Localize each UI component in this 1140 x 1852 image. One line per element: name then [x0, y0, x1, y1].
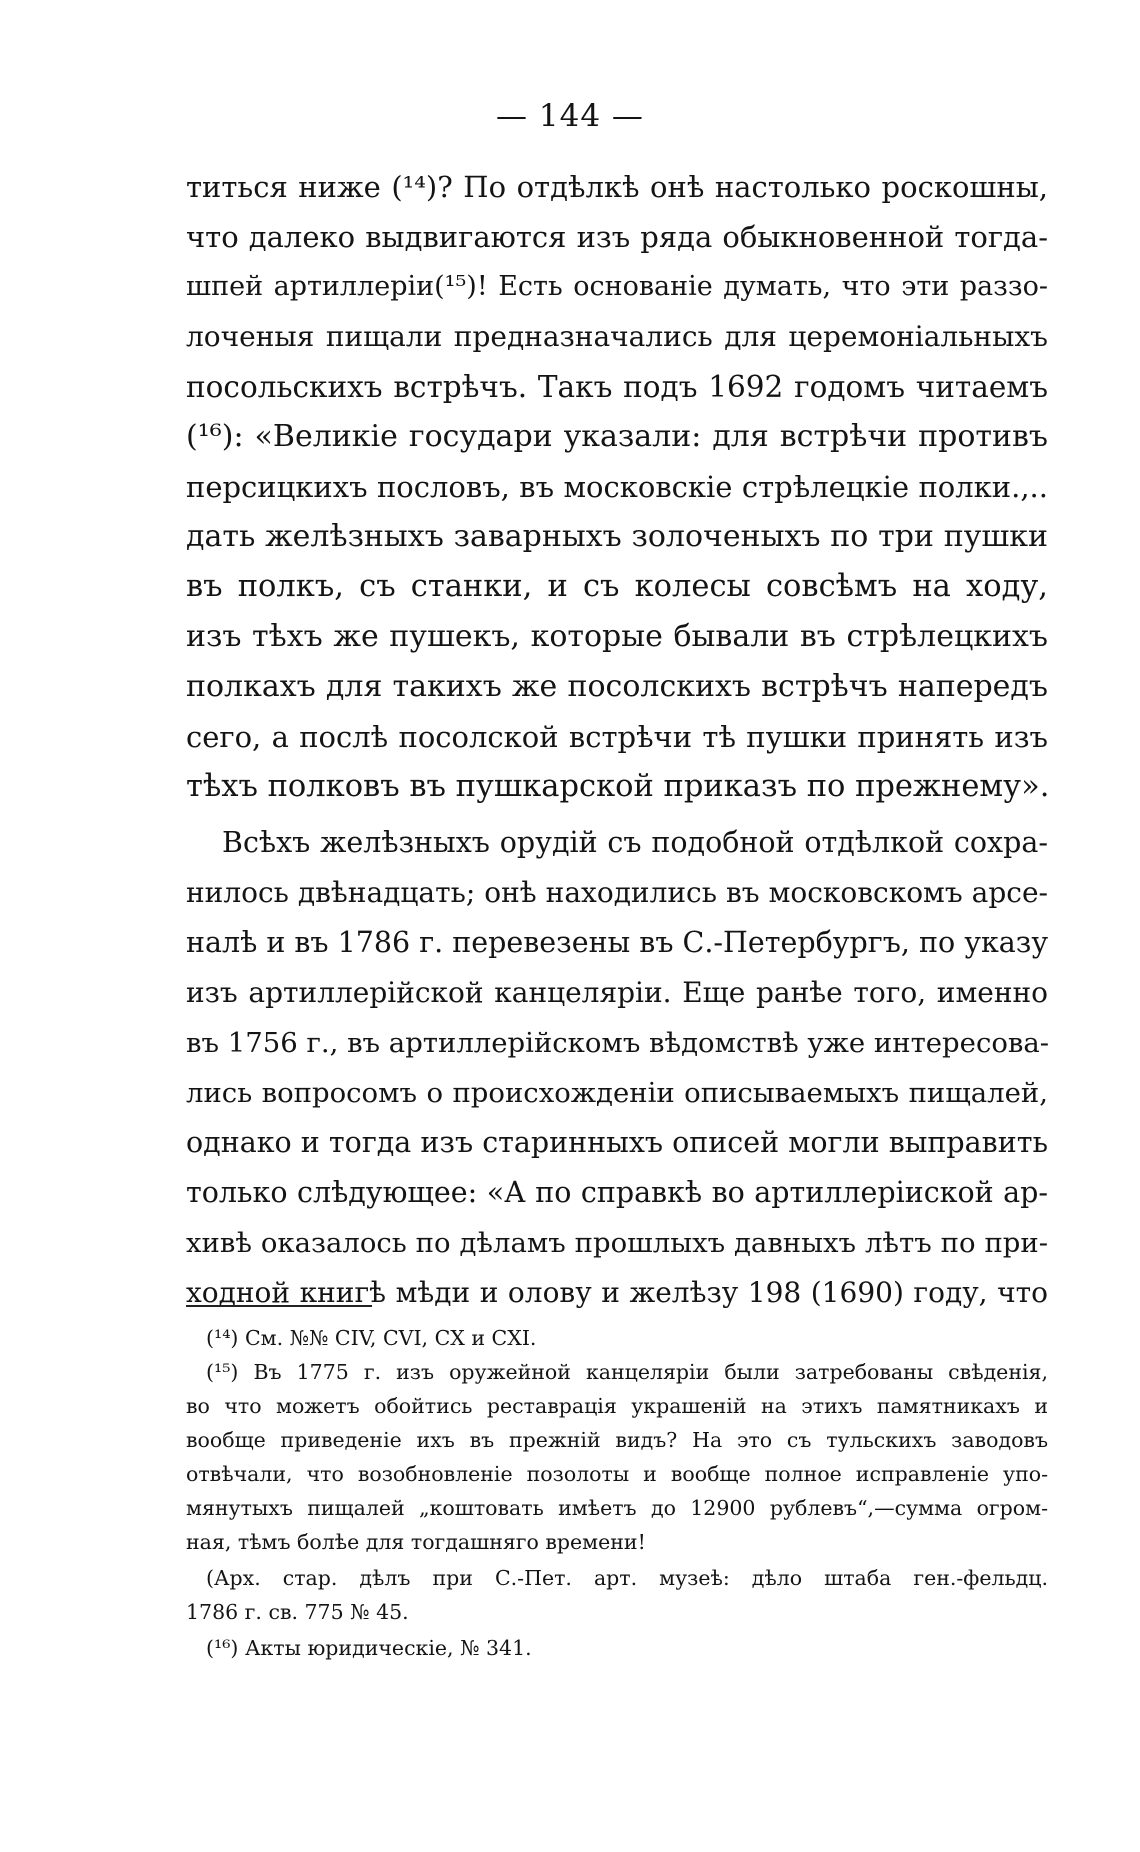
- text-line: изъ артиллерійской канцеляріи. Еще ранѣе того, именно: [186, 976, 1048, 1009]
- footnote-14: (¹⁴) См. №№ CIV, CVI, CX и CXI.: [206, 1326, 537, 1350]
- text-line: шпей артиллеріи(¹⁵)! Есть основаніе думать, что эти раззо-: [186, 271, 1048, 302]
- footnote-line: ная, тѣмъ болѣе для тогдашняго времени!: [186, 1530, 646, 1554]
- text-line: полкахъ для такихъ же посолскихъ встрѣчъ напередъ: [186, 669, 1048, 704]
- footnote-line: отвѣчали, что возобновленіе позолоты и вообще полное исправленіе упо-: [186, 1462, 1048, 1486]
- text-line: изъ тѣхъ же пушекъ, которые бывали въ стрѣлецкихъ: [186, 619, 1048, 654]
- text-line: персицкихъ пословъ, въ московскіе стрѣлецкіе полки.,..: [186, 470, 1048, 504]
- text-line: налѣ и въ 1786 г. перевезены въ С.-Петербургъ, по указу: [186, 926, 1049, 959]
- footnote-line: вообще приведеніе ихъ въ прежній видъ? На это съ тульскихъ заводовъ: [186, 1428, 1048, 1452]
- text-line: дать желѣзныхъ заварныхъ золоченыхъ по три пушки: [186, 519, 1048, 554]
- text-line: хивѣ оказалось по дѣламъ прошлыхъ давныхъ лѣтъ по при-: [186, 1227, 1048, 1259]
- text-line: однако и тогда изъ старинныхъ описей могли выправить: [186, 1126, 1048, 1159]
- text-line: только слѣдующее: «А по справкѣ во артиллеріиской ар-: [186, 1176, 1048, 1209]
- footnote-line: 1786 г. св. 775 № 45.: [186, 1600, 409, 1624]
- text-line: титься ниже (¹⁴)? По отдѣлкѣ онѣ настолько роскошны,: [186, 170, 1048, 204]
- footnote-line: мянутыхъ пищалей „коштовать имѣетъ до 12900 рублевъ“,—сумма огром-: [186, 1496, 1048, 1520]
- text-line: нилось двѣнадцать; онѣ находились въ московскомъ арсе-: [186, 876, 1048, 909]
- text-line: ходной книгѣ мѣди и олову и желѣзу 198 (1690) году, что: [186, 1276, 1048, 1309]
- footnote-16: (¹⁶) Акты юридическіе, № 341.: [206, 1636, 532, 1660]
- paragraph-first-line: Всѣхъ желѣзныхъ орудій съ подобной отдѣлкой сохра-: [222, 826, 1048, 859]
- text-line: лоченыя пищали предназначались для церемоніальныхъ: [186, 320, 1048, 353]
- footnote-archive-ref: (Арх. стар. дѣлъ при С.-Пет. арт. музеѣ: дѣло штаба ген.-фельдц.: [206, 1566, 1048, 1590]
- text-line: тѣхъ полковъ въ пушкарской приказъ по прежнему».: [186, 769, 1050, 804]
- text-line: (¹⁶): «Великіе государи указали: для встрѣчи противъ: [186, 419, 1048, 454]
- footnote-line: во что можетъ обойтись реставрація украшеній на этихъ памятникахъ и: [186, 1394, 1048, 1418]
- text-line: посольскихъ встрѣчъ. Такъ подъ 1692 годомъ читаемъ: [186, 370, 1048, 404]
- footnote-15: (¹⁵) Въ 1775 г. изъ оружейной канцеляріи были затребованы свѣденія,: [206, 1360, 1048, 1384]
- page-number: — 144 —: [496, 98, 644, 134]
- text-line: въ полкъ, съ станки, и съ колесы совсѣмъ на ходу,: [186, 569, 1048, 604]
- text-line: что далеко выдвигаются изъ ряда обыкновенной тогда-: [186, 220, 1048, 254]
- text-line: сего, а послѣ посолской встрѣчи тѣ пушки принять изъ: [186, 720, 1048, 754]
- footnote-separator: [186, 1305, 372, 1307]
- text-line: въ 1756 г., въ артиллерійскомъ вѣдомствѣ уже интересова-: [186, 1027, 1050, 1059]
- text-line: лись вопросомъ о происхожденіи описываемыхъ пищалей,: [186, 1077, 1048, 1109]
